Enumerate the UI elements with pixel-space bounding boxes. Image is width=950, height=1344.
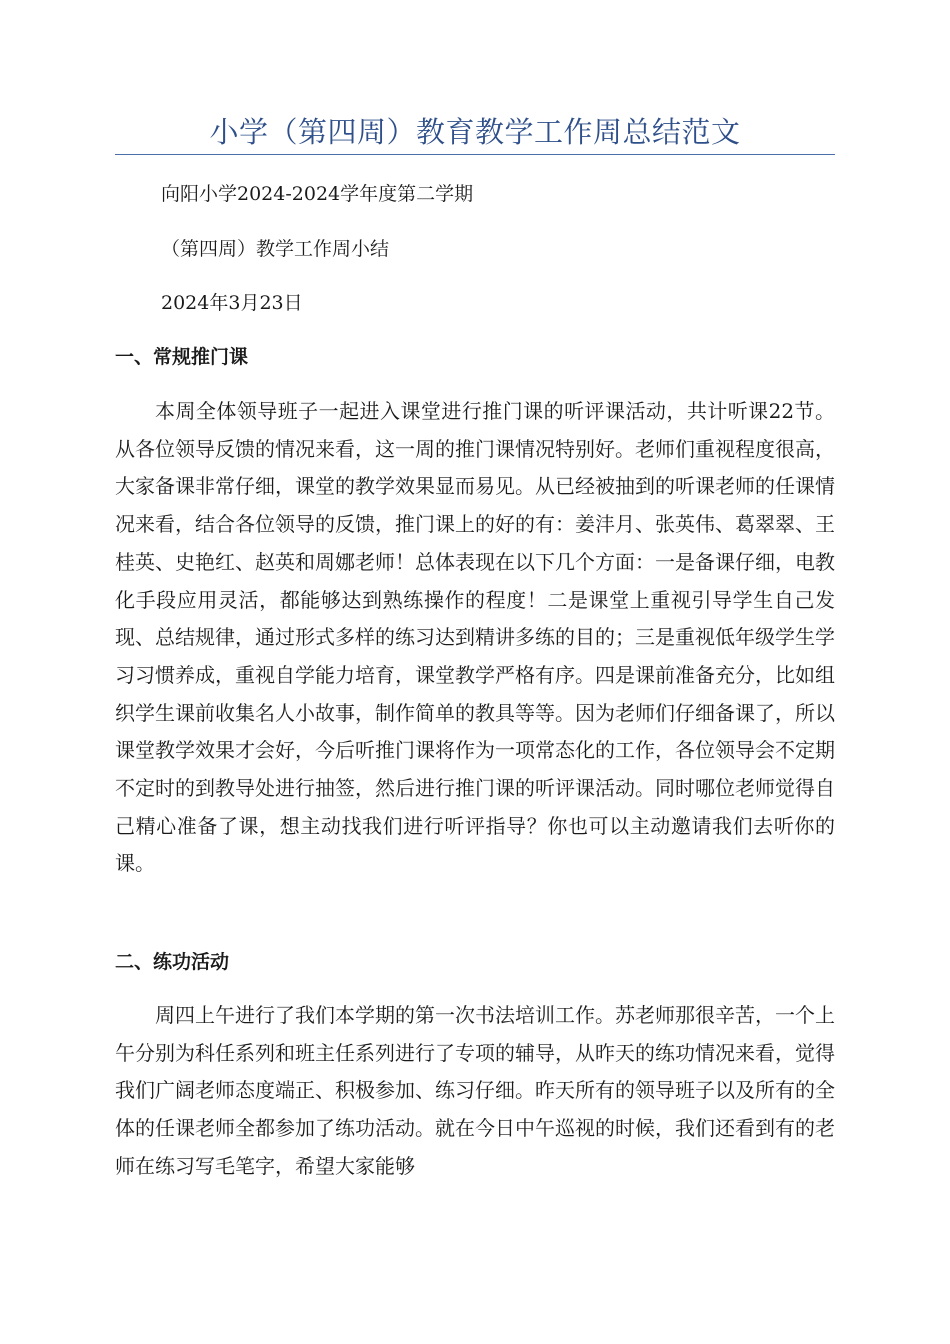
section-paragraph-classroom-visits: 本周全体领导班子一起进入课堂进行推门课的听评课活动，共计听课22节。从各位领导反馈的情况来看，这一周的推门课情况特别好。老师们重视程度很高，大家备课非常仔细，课堂的教学效果显而易见。从已经被抽到的听课老师的任课情况来看，结合各位领导的反馈，推门课上的好的有：姜沣月、张英伟、葛翠翠、王桂英、史艳红、赵英和周娜老师！总体表现在以下几个方面：一是备课仔细，电教化手段应用灵活，都能够达到熟练操作的程度！二是课堂上重视引导学生自己发现、总结规律，通过形式多样的练习达到精讲多练的目的；三是重视低年级学生学习习惯养成，重视自学能力培育，课堂教学严格有序。四是课前准备充分，比如组织学生课前收集名人小故事，制作简单的教具等等。因为老师们仔细备课了，所以课堂教学效果才会好，今后听推门课将作为一项常态化的工作，各位领导会不定期不定时的到教导处进行抽签，然后进行推门课的听评课活动。同时哪位老师觉得自己精心准备了课，想主动找我们进行听评指导？你也可以主动邀请我们去听你的课。 (115, 399, 835, 876)
section-heading-practice-activity: 二、练功活动 (115, 951, 230, 973)
week-summary-line: （第四周）教学工作周小结 (161, 238, 390, 260)
section-heading-classroom-visits: 一、常规推门课 (115, 346, 249, 368)
section-paragraph-practice-activity: 周四上午进行了我们本学期的第一次书法培训工作。苏老师那很辛苦，一个上午分别为科任系列和班主任系列进行了专项的辅导，从昨天的练功情况来看，觉得我们广阔老师态度端正、积极参加、练习仔细。昨天所有的领导班子以及所有的全体的任课老师全都参加了练功活动。就在今日中午巡视的时候，我们还看到有的老师在练习写毛笔字，希望大家能够 (115, 1003, 835, 1178)
document-title: 小学（第四周）教育教学工作周总结范文 (209, 115, 741, 149)
date-line: 2024年3月23日 (161, 292, 303, 314)
title-underline (115, 154, 835, 155)
school-term-line: 向阳小学2024-2024学年度第二学期 (161, 183, 474, 205)
